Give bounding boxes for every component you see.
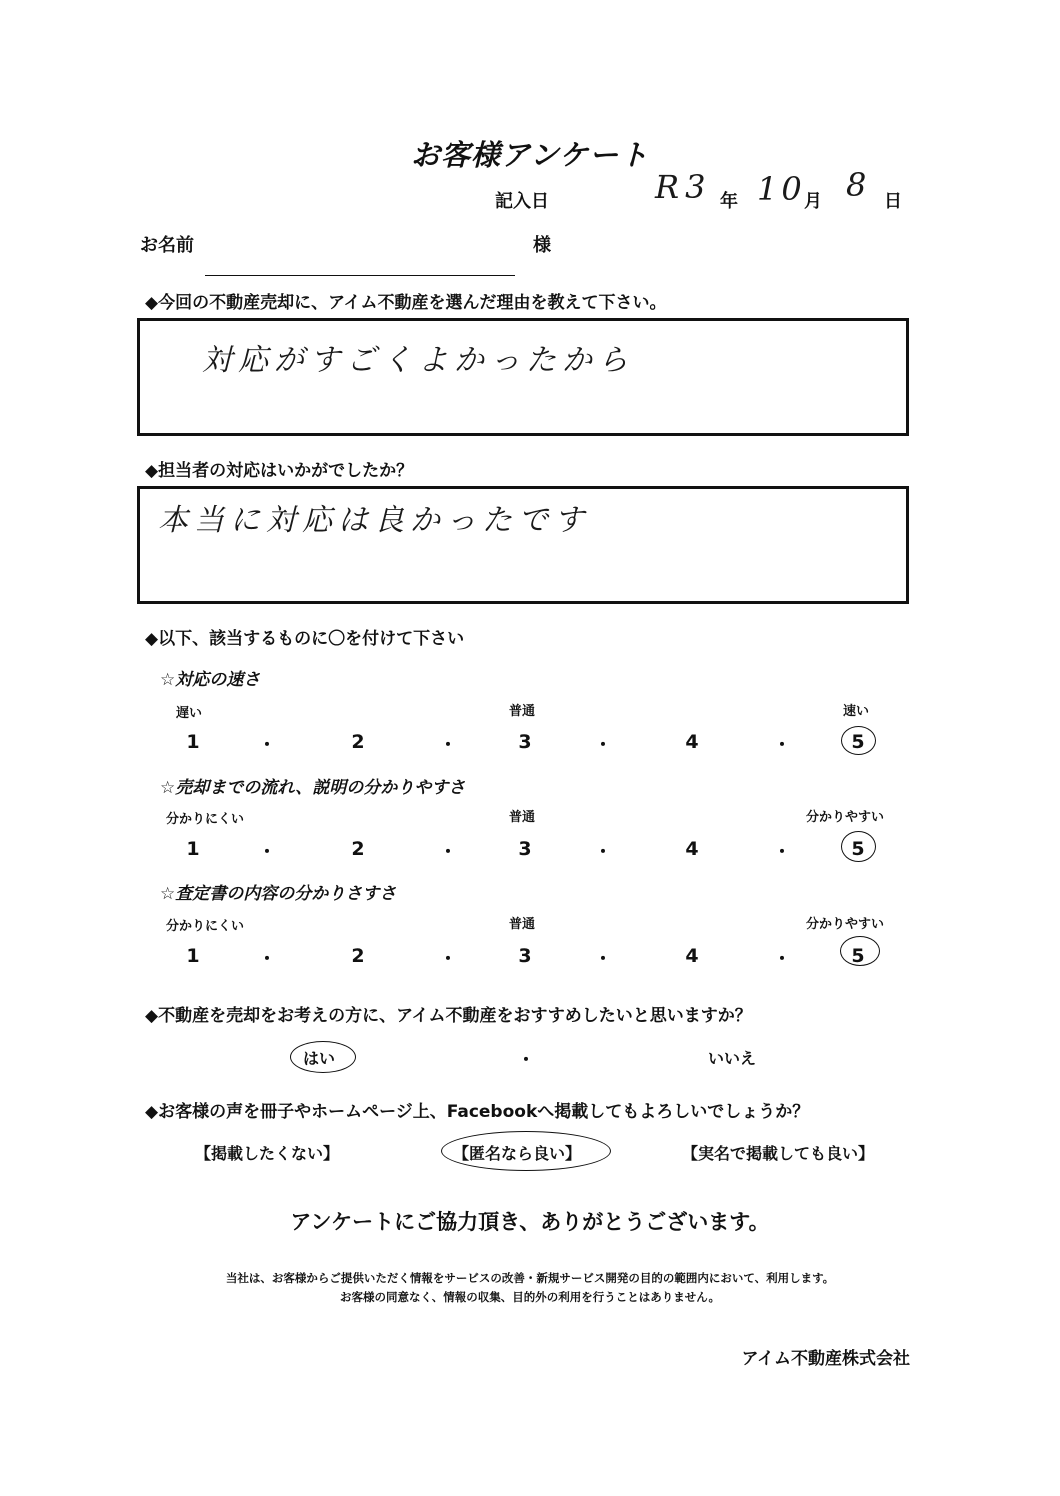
q2-question: ◆担当者の対応はいかがでしたか？ (145, 461, 414, 481)
scale3-middle-anchor: 普通 (509, 917, 536, 932)
date-month-unit: 月 (804, 191, 822, 212)
q5-option-real-name[interactable]: 【実名で掲載しても良い】 (682, 1144, 875, 1163)
scale1-dot: ・ (439, 735, 457, 756)
date-label: 記入日 (495, 191, 549, 212)
name-value (205, 251, 211, 275)
date-day-unit: 日 (884, 191, 902, 212)
q5-question: ◆お客様の声を冊子やホームページ上、Facebookへ掲載してもよろしいでしょうか？ (145, 1102, 810, 1122)
company-name: アイム不動産株式会社 (741, 1349, 910, 1369)
scale3-selection-circle (840, 936, 880, 966)
scale2-selection-circle (841, 831, 876, 862)
scale1-option-5[interactable]: 5 (851, 731, 865, 753)
scale2-left-anchor: 分かりにくい (166, 812, 245, 827)
privacy-note-line-1: 当社は、お客様からご提供いただく情報をサービスの改善・新規サービス開発の目的の範囲内において、利用します。 (225, 1271, 835, 1285)
scale2-option-2[interactable]: 2 (351, 838, 365, 860)
q5-selection-circle (441, 1131, 611, 1171)
scale1-dot: ・ (773, 735, 791, 756)
scale3-label: ☆査定書の内容の分かりさすさ (160, 884, 397, 904)
q1-answer: 対応がすごくよかったから (202, 343, 634, 378)
date-month[interactable]: 10 (757, 170, 806, 208)
scale3-dot: ・ (258, 949, 276, 970)
scale1-dot: ・ (258, 735, 276, 756)
scale2-right-anchor: 分かりやすい (806, 810, 885, 825)
scale2-dot: ・ (439, 842, 457, 863)
q3-instruction: ◆以下、該当するものに〇を付けて下さい (145, 629, 465, 649)
scale1-middle-anchor: 普通 (509, 704, 536, 719)
scale1-option-3[interactable]: 3 (518, 731, 532, 753)
scale2-label: ☆売却までの流れ、説明の分かりやすさ (160, 778, 466, 798)
scale2-option-1[interactable]: 1 (186, 838, 200, 860)
scale2-option-4[interactable]: 4 (685, 838, 699, 860)
scale1-option-1[interactable]: 1 (186, 731, 200, 753)
q5-option-anonymous[interactable]: 【匿名なら良い】 (453, 1144, 582, 1163)
scale3-dot: ・ (594, 949, 612, 970)
date-day[interactable]: 8 (846, 166, 867, 204)
q4-no-option[interactable]: いいえ (708, 1049, 757, 1068)
scale1-left-anchor: 遅い (176, 706, 203, 721)
q4-separator: ・ (517, 1050, 535, 1071)
scale2-dot: ・ (773, 842, 791, 863)
scale1-selection-circle (841, 726, 876, 755)
name-suffix: 様 (533, 235, 551, 256)
scale1-label: ☆対応の速さ (160, 670, 261, 690)
scale1-option-4[interactable]: 4 (685, 731, 699, 753)
q1-answer-box[interactable] (137, 318, 909, 436)
q2-answer: 本当に対応は良かったです (158, 503, 590, 538)
date-era-year[interactable]: R3 (655, 168, 712, 206)
name-field[interactable] (205, 251, 515, 276)
q1-question: ◆今回の不動産売却に、アイム不動産を選んだ理由を教えて下さい。 (145, 293, 667, 313)
scale3-option-5[interactable]: 5 (851, 945, 865, 967)
q5-option-no-publish[interactable]: 【掲載したくない】 (195, 1144, 340, 1163)
thanks-message: アンケートにご協力頂き、ありがとうございます。 (290, 1210, 770, 1234)
q2-answer-box[interactable] (137, 486, 909, 604)
scale3-left-anchor: 分かりにくい (166, 919, 245, 934)
date-year-unit: 年 (720, 191, 738, 212)
name-label: お名前 (140, 235, 194, 256)
q4-selection-circle (290, 1041, 356, 1073)
scale1-option-2[interactable]: 2 (351, 731, 365, 753)
scale3-right-anchor: 分かりやすい (806, 917, 885, 932)
q4-yes-option[interactable]: はい (303, 1049, 336, 1068)
q4-question: ◆不動産を売却をお考えの方に、アイム不動産をおすすめしたいと思いますか？ (145, 1006, 752, 1026)
scale1-right-anchor: 速い (843, 704, 870, 719)
scale3-option-4[interactable]: 4 (685, 945, 699, 967)
scale1-dot: ・ (594, 735, 612, 756)
scale3-dot: ・ (439, 949, 457, 970)
scale2-dot: ・ (594, 842, 612, 863)
scale3-option-3[interactable]: 3 (518, 945, 532, 967)
survey-title: お客様アンケート (410, 138, 650, 172)
scale3-option-1[interactable]: 1 (186, 945, 200, 967)
scale2-option-5[interactable]: 5 (851, 838, 865, 860)
scale2-dot: ・ (258, 842, 276, 863)
scale2-middle-anchor: 普通 (509, 810, 536, 825)
scale2-option-3[interactable]: 3 (518, 838, 532, 860)
scale3-dot: ・ (773, 949, 791, 970)
privacy-note-line-2: お客様の同意なく、情報の収集、目的外の利用を行うことはありません。 (340, 1290, 720, 1304)
scale3-option-2[interactable]: 2 (351, 945, 365, 967)
